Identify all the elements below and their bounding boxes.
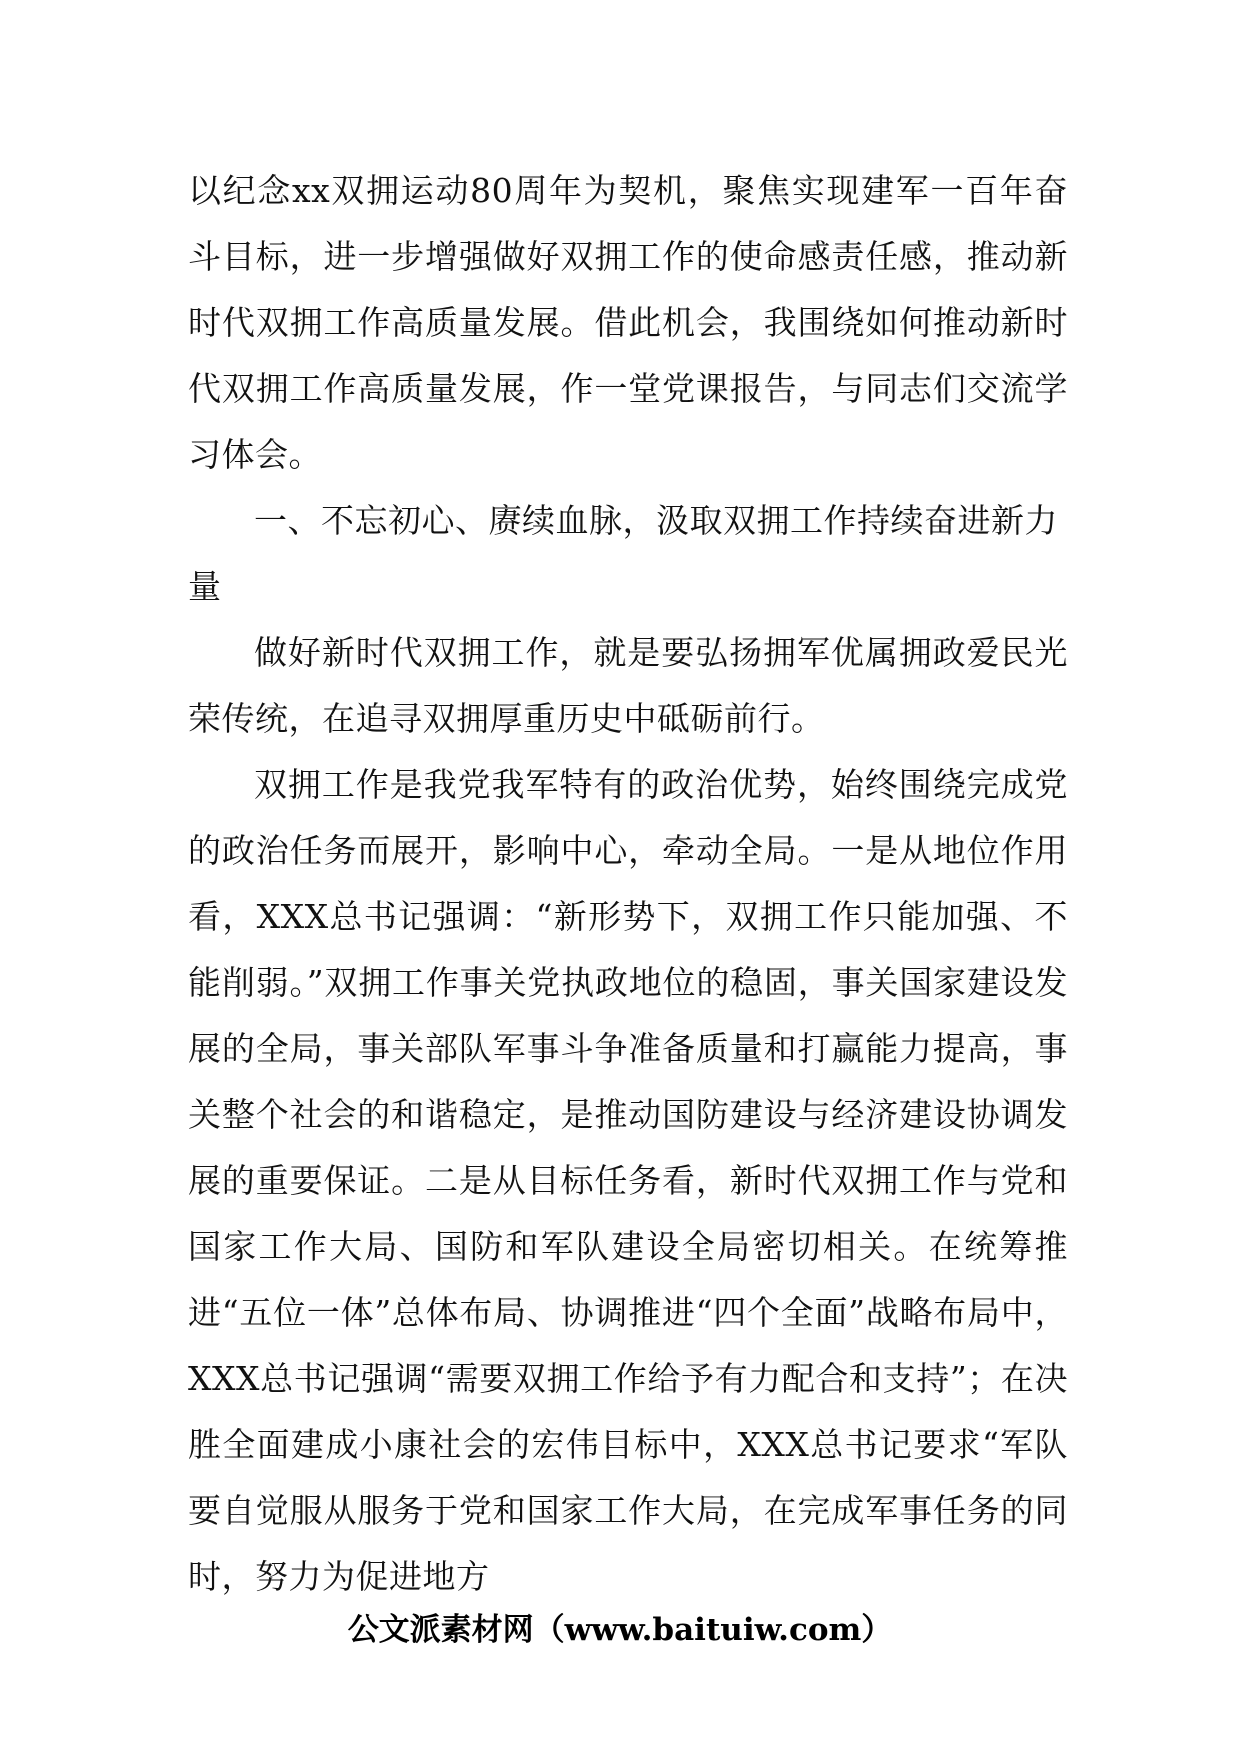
document-body xyxy=(188,158,1068,1610)
section-heading-1: 一、不忘初心、赓续血脉，汲取双拥工作持续奋进新力量 xyxy=(188,501,1058,606)
paragraph-tradition: 做好新时代双拥工作，就是要弘扬拥军优属拥政爱民光荣传统，在追寻双拥厚重历史中砥砺前行。 xyxy=(188,633,1068,738)
paragraph-political-advantage: 双拥工作是我党我军特有的政治优势，始终围绕完成党的政治任务而展开，影响中心，牵动全局。一是从地位作用看，XXX总书记强调：“新形势下，双拥工作只能加强、不能削弱。”双拥工作事关党执政地位的稳固，事关国家建设发展的全局，事关部队军事斗争准备质量和打赢能力提高，事关整个社会的和谐稳定，是推动国防建设与经济建设协调发展的重要保证。二是从目标任务看，新时代双拥工作与党和国家工作大局、国防和军队建设全局密切相关。在统筹推进“五位一体”总体布局、协调推进“四个全面”战略布局中，XXX总书记强调“需要双拥工作给予有力配合和支持”；在决胜全面建成小康社会的宏伟目标中，XXX总书记要求“军队要自觉服从服务于党和国家工作大局，在完成军事任务的同时，努力为促进地方 xyxy=(188,765,1068,1596)
paragraph-intro: 以纪念xx双拥运动80周年为契机，聚焦实现建军一百年奋斗目标，进一步增强做好双拥工作的使命感责任感，推动新时代双拥工作高质量发展。借此机会，我围绕如何推动新时代双拥工作高质量发展，作一堂党课报告，与同志们交流学习体会。 xyxy=(188,171,1068,474)
footer-watermark: 公文派素材网（www.baituiw.com） xyxy=(347,1612,893,1648)
